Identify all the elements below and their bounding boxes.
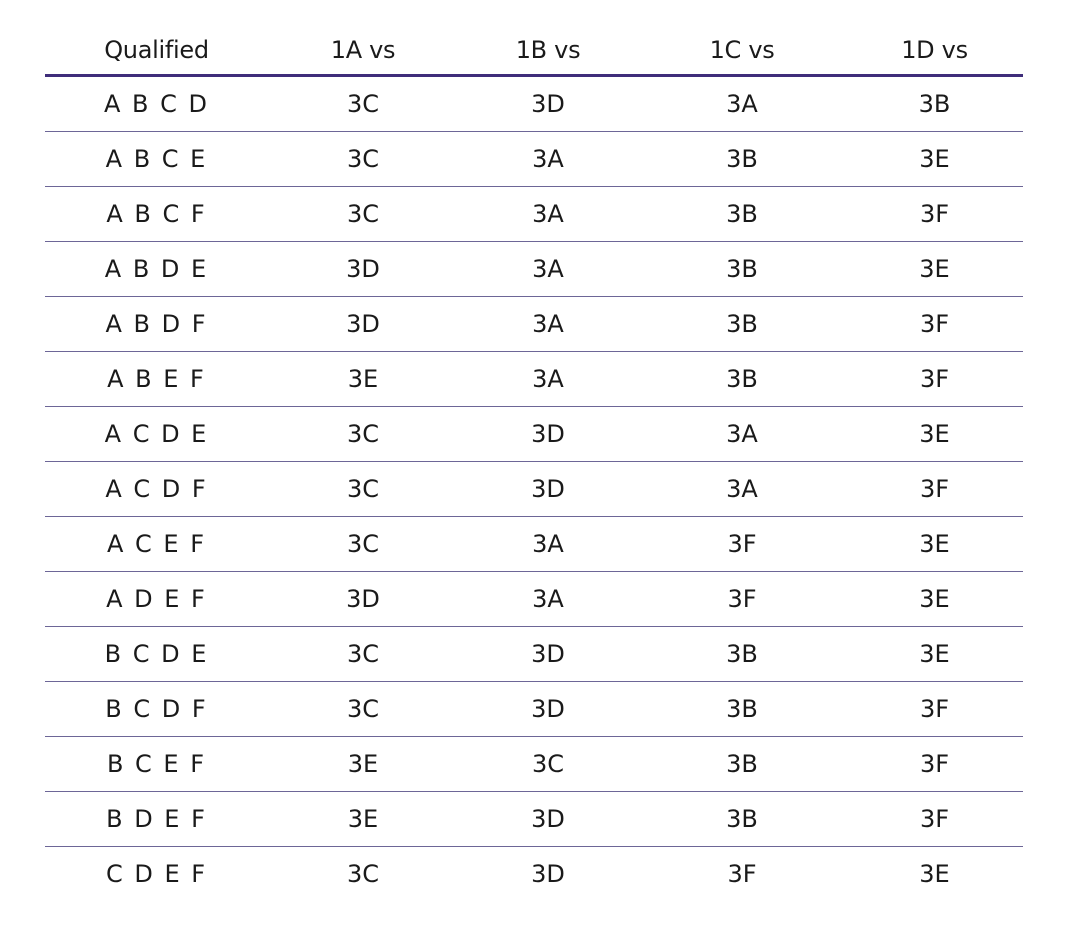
opponent-1b-cell: 3D: [458, 407, 638, 462]
header-qualified: Qualified: [45, 26, 268, 76]
qualified-cell: A D E F: [45, 572, 268, 627]
table-row: [45, 517, 1023, 572]
opponent-1c-cell: 3B: [638, 792, 846, 847]
qualified-cell: C D E F: [105, 860, 208, 888]
opponent-1a-cell: 3C: [268, 132, 458, 187]
opponent-1b-cell: 3C: [458, 737, 638, 792]
opponent-1a-cell: 3C: [268, 627, 458, 682]
qualified-cell: A B C F: [45, 187, 268, 242]
qualified-cell: A C D F: [45, 462, 268, 517]
opponent-1d-cell: 3B: [846, 76, 1023, 132]
qualified-cell: A B D F: [45, 297, 268, 352]
opponent-1b-cell: 3A: [458, 572, 638, 627]
qualified-cell: A C E F: [45, 517, 268, 572]
table-row: [45, 847, 1023, 902]
table-row: [45, 682, 1023, 737]
table-row: [45, 76, 1023, 132]
table-row: [45, 297, 1023, 352]
opponent-1c-cell: 3B: [638, 682, 846, 737]
opponent-1a-cell: 3D: [268, 572, 458, 627]
table-row: [45, 407, 1023, 462]
table-row: [45, 627, 1023, 682]
third-place-matchup-table-container: [45, 26, 1023, 901]
opponent-1c-cell: 3A: [638, 407, 846, 462]
table-row: [45, 572, 1023, 627]
opponent-1d-cell: 3E: [846, 627, 1023, 682]
opponent-1d-cell: 3F: [846, 792, 1023, 847]
opponent-1a-cell: 3C: [268, 682, 458, 737]
opponent-1b-cell: 3D: [458, 682, 638, 737]
opponent-1a-cell: 3D: [268, 297, 458, 352]
opponent-1d-cell: 3F: [846, 737, 1023, 792]
opponent-1c-cell: 3B: [638, 627, 846, 682]
opponent-1d-cell: 3F: [846, 682, 1023, 737]
opponent-1a-cell: 3E: [268, 792, 458, 847]
qualified-cell: B C D E: [45, 627, 268, 682]
opponent-1a-cell: 3C: [268, 407, 458, 462]
opponent-1b-cell: 3A: [458, 517, 638, 572]
opponent-1d-cell: 3E: [846, 517, 1023, 572]
opponent-1d-cell: 3F: [846, 297, 1023, 352]
opponent-1b-cell: 3D: [458, 792, 638, 847]
qualified-cell: B C E F: [45, 737, 268, 792]
opponent-1c-cell: 3B: [638, 132, 846, 187]
opponent-1a-cell: 3D: [268, 242, 458, 297]
qualified-cell: A B E F: [45, 352, 268, 407]
opponent-1d-cell: 3F: [846, 187, 1023, 242]
opponent-1a-cell: 3C: [268, 462, 458, 517]
header-1d-vs: 1D vs: [846, 26, 1023, 76]
opponent-1b-cell: 3A: [458, 297, 638, 352]
table-row: [45, 352, 1023, 407]
qualified-cell: A B C E: [45, 132, 268, 187]
opponent-1b-cell: 3D: [458, 627, 638, 682]
opponent-1c-cell: 3B: [638, 297, 846, 352]
opponent-1a-cell: 3C: [268, 187, 458, 242]
table-body: [45, 76, 1023, 902]
opponent-1a-cell: 3C: [346, 860, 380, 888]
table-header: [45, 26, 1023, 76]
table-row: [45, 792, 1023, 847]
opponent-1b-cell: 3A: [458, 352, 638, 407]
header-1a-vs: 1A vs: [268, 26, 458, 76]
opponent-1a-cell: 3E: [268, 737, 458, 792]
opponent-1d-cell: 3F: [846, 352, 1023, 407]
table-row: [45, 737, 1023, 792]
opponent-1c-cell: 3B: [638, 737, 846, 792]
opponent-1a-cell: 3C: [268, 517, 458, 572]
table-row: [45, 242, 1023, 297]
opponent-1b-cell: 3A: [458, 187, 638, 242]
opponent-1b-cell: 3D: [458, 76, 638, 132]
table-row: [45, 462, 1023, 517]
opponent-1d-cell: 3E: [846, 572, 1023, 627]
table-row: [45, 187, 1023, 242]
qualified-cell: A B C D: [45, 76, 268, 132]
opponent-1b-cell: 3D: [531, 860, 565, 888]
opponent-1d-cell: 3E: [846, 407, 1023, 462]
opponent-1c-cell: 3B: [638, 242, 846, 297]
header-1b-vs: 1B vs: [458, 26, 638, 76]
header-1c-vs: 1C vs: [638, 26, 846, 76]
opponent-1c-cell: 3A: [638, 76, 846, 132]
qualified-cell: A B D E: [45, 242, 268, 297]
opponent-1a-cell: 3E: [268, 352, 458, 407]
opponent-1c-cell: 3B: [638, 187, 846, 242]
qualified-cell: A C D E: [45, 407, 268, 462]
opponent-1d-cell: 3E: [919, 860, 950, 888]
opponent-1a-cell: 3C: [268, 76, 458, 132]
opponent-1b-cell: 3A: [458, 242, 638, 297]
opponent-1c-cell: 3A: [638, 462, 846, 517]
opponent-1c-cell: 3F: [727, 860, 757, 888]
opponent-1c-cell: 3F: [638, 572, 846, 627]
opponent-1d-cell: 3F: [846, 462, 1023, 517]
table-row: [45, 132, 1023, 187]
opponent-1b-cell: 3D: [458, 462, 638, 517]
qualified-cell: B C D F: [45, 682, 268, 737]
opponent-1d-cell: 3E: [846, 242, 1023, 297]
header-row: [45, 26, 1023, 76]
opponent-1c-cell: 3F: [638, 517, 846, 572]
opponent-1d-cell: 3E: [846, 132, 1023, 187]
opponent-1c-cell: 3B: [638, 352, 846, 407]
opponent-1b-cell: 3A: [458, 132, 638, 187]
qualified-cell: B D E F: [45, 792, 268, 847]
third-place-matchup-table: [45, 26, 1023, 901]
